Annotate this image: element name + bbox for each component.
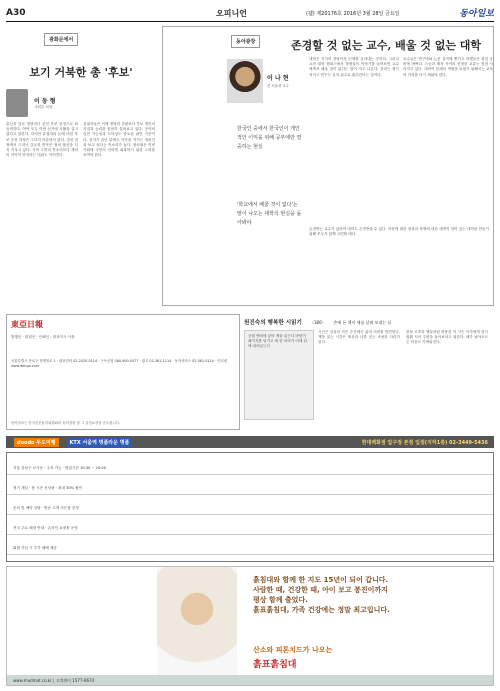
series-body-col-a: 시인은 일상의 작은 순간에서 삶의 의미를 발견한다. 책을 읽는 시간은 세상과 나를 잇는 조용한 다리가 된다. xyxy=(318,330,400,345)
ad-strip-right[interactable]: 현대백화점 압구정 본점 입점(지하1층) 02-3449-5436 xyxy=(361,439,488,446)
ad-table-row: 전국 주요 매장 안내 · 온라인 쇼핑몰 운영 xyxy=(7,523,493,535)
right-article xyxy=(162,26,494,306)
bed-advertisement[interactable] xyxy=(6,566,494,686)
left-body xyxy=(6,122,156,158)
right-headline: 존경할 것 없는 교수, 배울 것 없는 대학 xyxy=(291,39,482,52)
left-headline: 보기 거북한 총 '후보' xyxy=(29,66,133,79)
ad-copy xyxy=(253,575,390,615)
series-body-col-b: 봄날 오후의 햇살처럼 따뜻한 이 시는 독자에게 잠시 멈춰 서서 주변을 돌아보라고 권한다. 새가 날아오르듯 마음도 가벼워진다. xyxy=(406,330,488,345)
ethics-footer: 동아일보는 한국신문윤리위원회의 윤리강령 및 그 실천요강을 준수합니다. xyxy=(11,421,121,425)
masthead-logo: 동아일보 xyxy=(459,8,494,18)
page-header xyxy=(6,6,494,22)
pull-quote-1: 한국인 중에서 한국인이 개인적인 이익을 위해 공부에만 열중하는 현실 xyxy=(237,126,302,150)
left-byline xyxy=(6,88,156,118)
right-body-col-b: 교수들은 연구비와 논문 실적에 쫓기고 학생들은 취업 준비에 바쁘다. 스승과 제자 사이의 진정한 교류는 점점 사라지고 있다. 대학이 본래의 역할을 되찾기 위해서는 교육의 가치를 다시 세워야 한다. xyxy=(403,57,493,77)
ad-strip[interactable] xyxy=(6,436,494,448)
masthead-info-box xyxy=(6,314,240,430)
newspaper-logo: 東亞日報 xyxy=(11,320,43,329)
byline-name: 이 동 형 xyxy=(34,98,56,105)
columnist-photo xyxy=(6,89,28,117)
publisher-line: 발행인 · 편집인 · 인쇄인 : 대표이사 사장 xyxy=(11,335,75,339)
ad-line-3: 평상 함께 출었다. xyxy=(253,596,308,604)
ad-table-row: 정기 세일 · 봄 시즌 신상품 · 최대 30% 할인 xyxy=(7,483,493,495)
ad-table-row: 문의 및 예약 상담 · 방문 고객 사은품 증정 xyxy=(7,503,493,515)
ad-footer[interactable]: www.mudmat.co.kr | 고객센터 1577-6674 xyxy=(7,675,493,685)
right-body-col-c: 존경받는 교수가 있어야 대학도 존경받을 수 있다. 학문에 대한 열정과 학생에 대한 애정이 살아 있는 대학을 만들기 위해 모두가 함께 고민할 때다. xyxy=(309,227,489,237)
ad-table xyxy=(6,452,494,562)
pull-quote-2: '학교에서 배울 것이 없다'는 말이 나오는 대학의 현실을 돌아봐야 xyxy=(237,202,302,226)
section-title: 오피니언 xyxy=(216,9,247,18)
left-body-col-a: 총선을 앞둔 정당마다 공천 후보 선정으로 떠들썩하다. 여야 모두 이번 선거에 사활을 걸고 있다고 말한다. 하지만 유권자의 눈에 비친 후보 공천 과정은 그다지 아름답지 않다. 경선 과정에서 드러난 갈등과 반목은 정치 불신을 더욱 키우고 있다. 지역 주민의 목소리보다 계파의 이익이 먼저라는 비판도 이어진다. xyxy=(6,122,78,158)
issue-date: (웹) 제20176호 2016년 3월 28일 금요일 xyxy=(306,11,400,17)
ad-brand: 흙표흙침대 xyxy=(253,660,297,670)
left-body-col-b: 유권자들은 이제 정당의 간판보다 후보 개인의 자질과 능력을 꼼꼼히 살펴보고 있다. 공약의 실현 가능성과 도덕성도 중요한 판단 기준이다. 선거가 끝난 뒤에도 약속을 지키는 정치인을 보고 싶다는 목소리가 높다. 정치권은 이번 기회에 국민의 신뢰를 회복하기 위한 노력을 보여야 한다. xyxy=(83,122,155,158)
column-category: 광화문에서 xyxy=(44,33,78,46)
ad-tagline: 산소와 피톤치드가 나오는 xyxy=(253,646,333,654)
series-poem: 공원 벤치에 앉아 책을 읽는다 바람이 페이지를 넘기고 새 한 마리가 어깨 위에 내려앉는다 xyxy=(244,330,314,420)
series-subtitle: 손에 든 책이 새를 날려 보내는 날 xyxy=(333,320,392,325)
right-category: 동아광장 xyxy=(231,35,260,48)
author-name: 이 나 현 xyxy=(267,75,289,82)
byline-title: 사회부 차장 xyxy=(34,105,53,109)
baby-photo xyxy=(157,567,237,686)
ad-table-row: 서울 강남구 신사동 · 주차 가능 · 영업시간 10:30 ~ 20:00 xyxy=(7,463,493,475)
left-column xyxy=(6,26,156,158)
series-number: 〈180〉 xyxy=(309,320,326,325)
series-title: 원진숙의 행복한 시읽기 xyxy=(244,320,302,326)
ad-table-row: 회원 가입 시 추가 혜택 제공 xyxy=(7,543,493,555)
ad-strip-left[interactable]: doodo 두도여행 xyxy=(14,438,59,447)
series-header xyxy=(244,318,494,326)
author-portrait xyxy=(227,59,263,103)
ad-line-4: 흙표흙침대, 가족 건강에는 정말 최고입니다. xyxy=(253,606,390,614)
author-title: 전 서울대 교수 xyxy=(267,84,289,88)
contact-table: 서울특별시 종로구 청계천로 1 · 대표전화 02-2020-0114 · 구독신청 080-900-0077 · 광고 02-361-1114 · 독자서비스 02-361-0114 · 인터넷 www.donga.com xyxy=(11,359,227,369)
page-number: A30 xyxy=(6,8,26,18)
ad-strip-middle[interactable]: KTX 서울역 명품라운 명품 xyxy=(67,438,133,447)
ad-line-1: 흙침대와 함께 한 지도 15년이 되어 갑니다. xyxy=(253,576,389,584)
ad-line-2: 사람한 때, 건강한 때, 아이 보고 봉진이까지 xyxy=(253,586,388,594)
right-body-col-a: 대학은 지식의 전당이자 인재를 길러내는 곳이다. 그러나 요즘 대학 캠퍼스에서 학생들의 이야기를 들어보면 교수에게서 배울 것이 없다는 말이 자주 나온다. 강의는 형식적이고 연구는 실적 위주로 흘러간다는 것이다. xyxy=(309,57,399,77)
